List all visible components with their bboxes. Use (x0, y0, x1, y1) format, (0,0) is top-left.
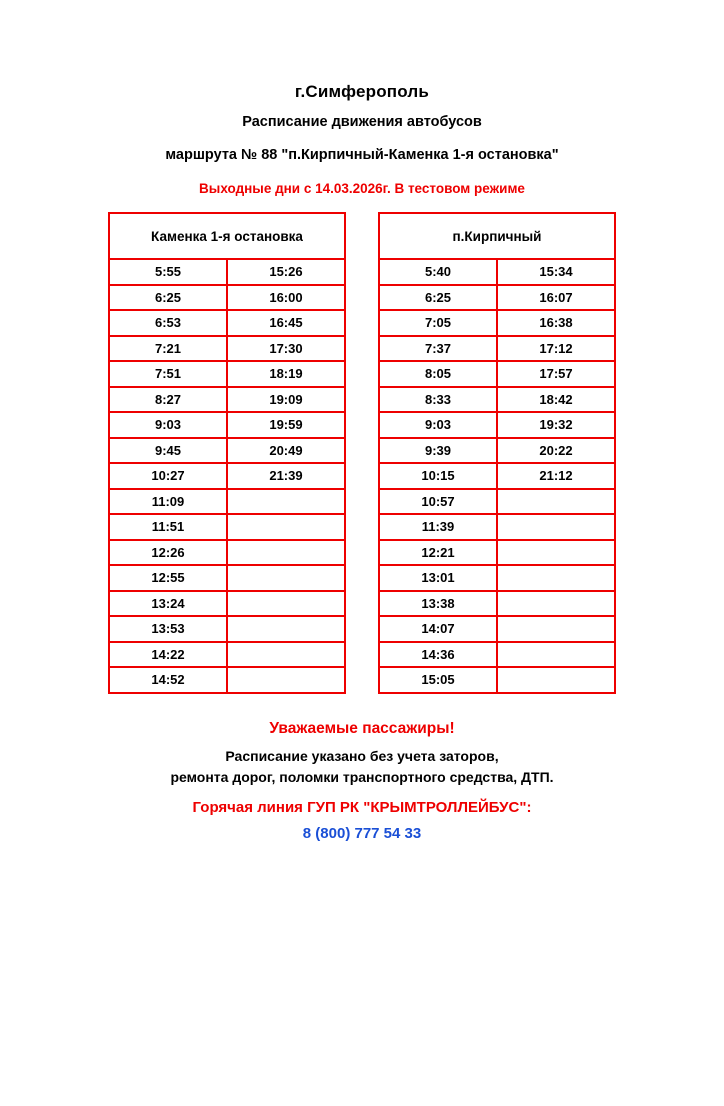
table-row (109, 540, 615, 566)
column-separator (345, 667, 379, 693)
city-title: г.Симферополь (294, 82, 430, 101)
table-row (109, 387, 615, 413)
time-cell-right-morning: 15:05 (379, 667, 497, 693)
table-row (109, 616, 615, 642)
time-cell-right-morning: 7:05 (379, 310, 497, 336)
time-cell-right-morning: 13:38 (379, 591, 497, 617)
time-cell-left-morning: 12:55 (109, 565, 227, 591)
column-separator (345, 438, 379, 464)
hotline-label: Горячая линия ГУП РК "КРЫМТРОЛЛЕЙБУС": (192, 798, 532, 816)
time-cell-right-evening: 19:32 (497, 412, 615, 438)
table-row (109, 412, 615, 438)
time-cell-left-evening: 21:39 (227, 463, 345, 489)
time-cell-left-morning: 7:21 (109, 336, 227, 362)
time-cell-right-morning: 10:57 (379, 489, 497, 515)
time-cell-right-evening (497, 514, 615, 540)
table-row (109, 565, 615, 591)
time-cell-right-evening (497, 591, 615, 617)
time-cell-right-morning: 6:25 (379, 285, 497, 311)
disclaimer-line-2: ремонта дорог, поломки транспортного средства, ДТП. (170, 768, 554, 785)
column-separator (345, 336, 379, 362)
time-cell-left-morning: 11:51 (109, 514, 227, 540)
column-separator (345, 259, 379, 285)
time-cell-right-morning: 11:39 (379, 514, 497, 540)
table-row (109, 285, 615, 311)
document-header (0, 82, 724, 196)
time-cell-left-evening (227, 591, 345, 617)
table-row (109, 438, 615, 464)
time-cell-left-morning: 14:52 (109, 667, 227, 693)
time-cell-left-evening: 16:00 (227, 285, 345, 311)
table-row (109, 514, 615, 540)
time-cell-right-morning: 8:33 (379, 387, 497, 413)
table-row (109, 463, 615, 489)
column-separator (345, 565, 379, 591)
table-header-row (109, 213, 615, 259)
time-cell-left-evening: 20:49 (227, 438, 345, 464)
table-row (109, 336, 615, 362)
time-cell-left-evening (227, 642, 345, 668)
time-cell-right-evening: 21:12 (497, 463, 615, 489)
attention-text: Уважаемые пассажиры! (269, 719, 455, 737)
time-cell-right-morning: 14:07 (379, 616, 497, 642)
header-gap-cell (345, 213, 379, 259)
time-cell-left-morning: 12:26 (109, 540, 227, 566)
time-cell-right-morning: 5:40 (379, 259, 497, 285)
time-cell-left-morning: 7:51 (109, 361, 227, 387)
table-row (109, 361, 615, 387)
time-cell-left-morning: 8:27 (109, 387, 227, 413)
hotline-phone: 8 (800) 777 54 33 (302, 824, 422, 842)
time-cell-left-morning: 6:25 (109, 285, 227, 311)
time-cell-left-morning: 13:53 (109, 616, 227, 642)
document-footer (0, 720, 724, 842)
time-cell-left-morning: 10:27 (109, 463, 227, 489)
time-cell-right-evening (497, 489, 615, 515)
time-cell-left-evening: 17:30 (227, 336, 345, 362)
table-row (109, 259, 615, 285)
time-cell-left-evening (227, 489, 345, 515)
time-cell-right-morning: 12:21 (379, 540, 497, 566)
table-row (109, 310, 615, 336)
time-cell-left-evening (227, 565, 345, 591)
time-cell-right-evening (497, 642, 615, 668)
time-cell-left-morning: 14:22 (109, 642, 227, 668)
time-cell-left-evening (227, 667, 345, 693)
time-cell-right-evening: 18:42 (497, 387, 615, 413)
time-cell-right-evening: 20:22 (497, 438, 615, 464)
column-separator (345, 540, 379, 566)
time-cell-right-evening: 17:12 (497, 336, 615, 362)
column-separator (345, 642, 379, 668)
time-cell-left-evening: 16:45 (227, 310, 345, 336)
schedule-table-wrapper (108, 212, 616, 694)
time-cell-right-morning: 7:37 (379, 336, 497, 362)
time-cell-left-morning: 9:45 (109, 438, 227, 464)
time-cell-left-morning: 13:24 (109, 591, 227, 617)
time-cell-right-morning: 14:36 (379, 642, 497, 668)
time-cell-right-evening (497, 565, 615, 591)
time-cell-right-morning: 9:03 (379, 412, 497, 438)
time-cell-left-morning: 9:03 (109, 412, 227, 438)
time-cell-left-evening: 18:19 (227, 361, 345, 387)
header-cell-left: Каменка 1-я остановка (109, 213, 345, 259)
time-cell-right-morning: 8:05 (379, 361, 497, 387)
time-cell-right-evening (497, 540, 615, 566)
time-cell-right-morning: 10:15 (379, 463, 497, 489)
table-row (109, 642, 615, 668)
column-separator (345, 387, 379, 413)
time-cell-left-evening: 19:59 (227, 412, 345, 438)
time-cell-left-evening (227, 540, 345, 566)
time-cell-left-evening: 19:09 (227, 387, 345, 413)
column-separator (345, 412, 379, 438)
column-separator (345, 361, 379, 387)
time-cell-left-evening (227, 616, 345, 642)
column-separator (345, 310, 379, 336)
time-cell-right-morning: 13:01 (379, 565, 497, 591)
time-cell-right-evening (497, 667, 615, 693)
time-cell-left-evening (227, 514, 345, 540)
notice-text: Выходные дни с 14.03.2026г. В тестовом режиме (199, 181, 525, 196)
table-row (109, 591, 615, 617)
header-cell-right: п.Кирпичный (379, 213, 615, 259)
time-cell-left-morning: 11:09 (109, 489, 227, 515)
route-title: маршрута № 88 "п.Кирпичный-Каменка 1-я остановка" (165, 147, 559, 163)
schedule-table (108, 212, 616, 694)
table-row (109, 489, 615, 515)
disclaimer-line-1: Расписание указано без учета заторов, (225, 747, 499, 764)
time-cell-right-evening: 15:34 (497, 259, 615, 285)
column-separator (345, 489, 379, 515)
column-separator (345, 514, 379, 540)
column-separator (345, 463, 379, 489)
time-cell-right-morning: 9:39 (379, 438, 497, 464)
column-separator (345, 616, 379, 642)
time-cell-left-evening: 15:26 (227, 259, 345, 285)
time-cell-right-evening (497, 616, 615, 642)
time-cell-left-morning: 6:53 (109, 310, 227, 336)
column-separator (345, 591, 379, 617)
document-subtitle: Расписание движения автобусов (242, 114, 482, 130)
time-cell-right-evening: 16:38 (497, 310, 615, 336)
time-cell-left-morning: 5:55 (109, 259, 227, 285)
column-separator (345, 285, 379, 311)
schedule-document (0, 82, 724, 1106)
time-cell-right-evening: 16:07 (497, 285, 615, 311)
time-cell-right-evening: 17:57 (497, 361, 615, 387)
table-row (109, 667, 615, 693)
